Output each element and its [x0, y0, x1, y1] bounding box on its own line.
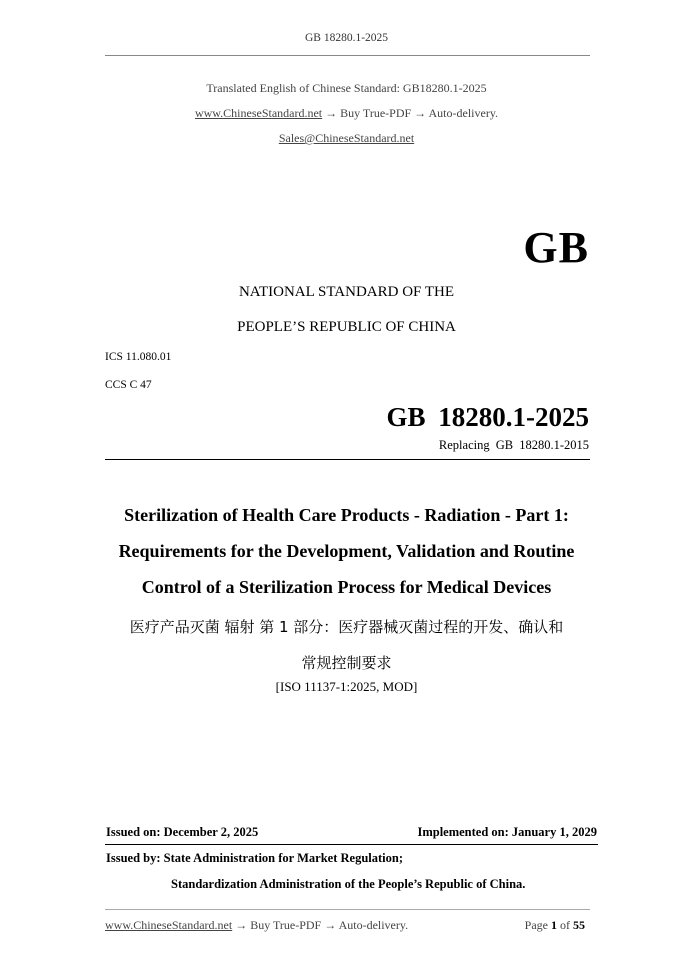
replacing-note: Replacing GB 18280.1-2015: [438, 438, 589, 452]
title-line3: Control of a Sterilization Process for Medical Devices: [141, 577, 552, 597]
page-indicator: [525, 918, 585, 933]
purchase-line: [0, 106, 693, 121]
header-divider: [105, 55, 590, 56]
ccs-code: CCS C 47: [105, 379, 152, 391]
purchase-text: → Buy True-PDF → Auto-delivery.: [322, 106, 499, 120]
title-divider: [105, 459, 590, 460]
page-number: 1: [551, 918, 557, 932]
title-line1: Sterilization of Health Care Products - Radiation - Part 1:: [124, 505, 569, 525]
chinese-title-line2: 常规控制要求: [301, 654, 392, 672]
running-header: GB 18280.1-2025: [304, 32, 389, 44]
iso-reference: [ISO 11137-1:2025, MOD]: [275, 679, 418, 694]
translation-notice: Translated English of Chinese Standard: GB18280.1-2025: [206, 81, 487, 95]
of-label: of: [560, 918, 570, 932]
footer-website-link[interactable]: www.ChineseStandard.net: [105, 918, 233, 932]
ics-code: ICS 11.080.01: [105, 351, 172, 363]
issuer-divider: [105, 844, 598, 845]
footer-purchase-text: → Buy True-PDF → Auto-delivery.: [232, 918, 409, 932]
page-label: Page: [524, 918, 548, 932]
footer-purchase-line: [105, 918, 408, 933]
footer-divider: [105, 909, 590, 910]
standard-number: GB 18280.1-2025: [386, 402, 589, 432]
issued-by-line1: Issued by: State Administration for Market Regulation;: [106, 851, 403, 865]
title-line2: Requirements for the Development, Validation and Routine: [118, 541, 575, 561]
page-total: 55: [573, 918, 585, 932]
national-standard-line1: NATIONAL STANDARD OF THE: [238, 284, 455, 300]
national-standard-line2: PEOPLE’S REPUBLIC OF CHINA: [237, 319, 456, 335]
issued-on-date: Issued on: December 2, 2025: [106, 825, 259, 839]
issued-by-line2: Standardization Administration of the People’s Republic of China.: [171, 877, 526, 891]
implemented-on-date: Implemented on: January 1, 2029: [417, 825, 597, 839]
website-link[interactable]: www.ChineseStandard.net: [194, 106, 323, 120]
sales-email-link[interactable]: Sales@ChineseStandard.net: [278, 131, 415, 145]
chinese-title-line1: 医疗产品灭菌 辐射 第 1 部分：医疗器械灭菌过程的开发、确认和: [129, 618, 564, 636]
gb-mark: GB: [523, 223, 589, 272]
sales-line: [0, 131, 693, 146]
